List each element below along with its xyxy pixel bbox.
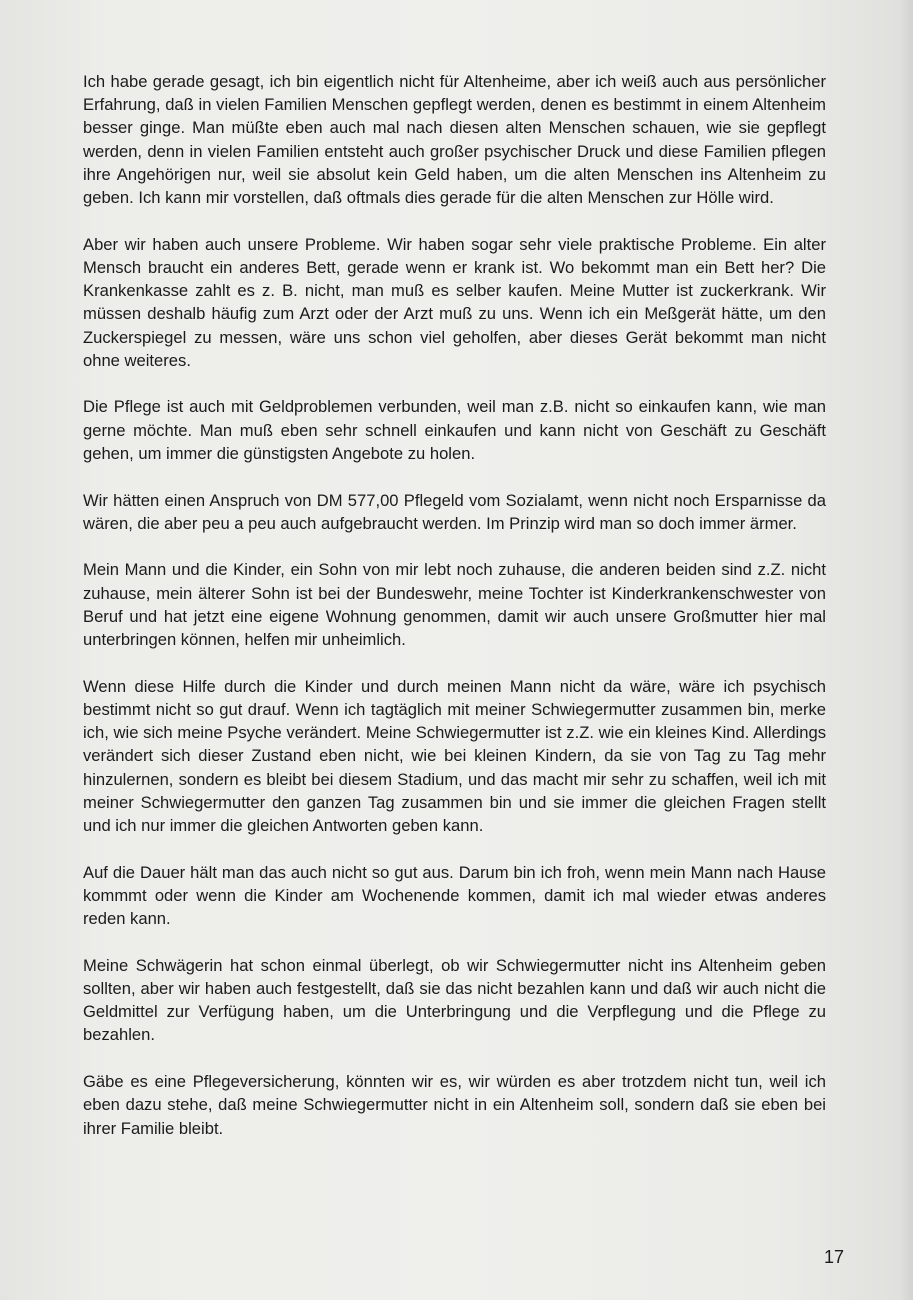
page-edge-shadow <box>899 0 913 1300</box>
paragraph-6: Wenn diese Hilfe durch die Kinder und durch meinen Mann nicht da wäre, wäre ich psychisch bestimmt nicht so gut drauf. Wenn ich tagtäglich mit meiner Schwiegermutter zusammen bin, merke ich, wie sich meine Psyche verändert. Meine Schwiegermutter ist z.Z. wie ein kleines Kind. Allerdings verändert sich dieser Zustand eben nicht, wie bei kleinen Kindern, da sie von Tag zu Tag mehr hinzulernen, sondern es bleibt bei diesem Stadium, und das macht mir sehr zu schaffen, weil ich mit meiner Schwiegermutter den ganzen Tag zusammen bin und sie immer die gleichen Fragen stellt und ich nur immer die gleichen Antworten geben kann. <box>83 676 826 835</box>
paragraph-8: Meine Schwägerin hat schon einmal überlegt, ob wir Schwiegermutter nicht ins Altenheim geben sollten, aber wir haben auch festgestellt, daß sie das nicht bezahlen kann und daß wir auch nicht die Geldmittel zur Verfügung haben, um die Unterbringung und die Verpflegung und die Pflege zu bezahlen. <box>83 955 826 1045</box>
paragraph-3: Die Pflege ist auch mit Geldproblemen verbunden, weil man z.B. nicht so einkaufen kann, wie man gerne möchte. Man muß eben sehr schnell einkaufen und kann nicht von Geschäft zu Geschäft gehen, um immer die günstigsten Angebote zu holen. <box>83 397 826 463</box>
paragraph-7: Auf die Dauer hält man das auch nicht so gut aus. Darum bin ich froh, wenn mein Mann nach Hause kommmt oder wenn die Kinder am Wochenende kommen, damit ich mal wieder etwas anderes reden kann. <box>83 862 826 929</box>
page-number: 17 <box>824 1247 845 1267</box>
paragraph-2: Aber wir haben auch unsere Probleme. Wir haben sogar sehr viele praktische Probleme. Ein alter Mensch braucht ein anderes Bett, gerade wenn er krank ist. Wo bekommt man ein Bett her? Die Krankenkasse zahlt es z. B. nicht, man muß es selber kaufen. Meine Mutter ist zuckerkrank. Wir müssen deshalb häufig zum Arzt oder der Arzt muß zu uns. Wenn ich ein Meßgerät hätte, um den Zuckerspiegel zu messen, wäre uns schon viel geholfen, aber dieses Gerät bekommt man nicht ohne weiteres. <box>83 234 826 370</box>
body-text <box>83 70 826 1163</box>
paragraph-1: Ich habe gerade gesagt, ich bin eigentlich nicht für Altenheime, aber ich weiß auch aus persönlicher Erfahrung, daß in vielen Familien Menschen gepflegt werden, denen es bestimmt in einem Altenheim besser ginge. Man müßte eben auch mal nach diesen alten Menschen schauen, wie sie gepflegt werden, denn in vielen Familien entsteht auch großer psychischer Druck und diese Familien pflegen ihre Angehörigen nur, weil sie absolut kein Geld haben, um die alten Menschen ins Altenheim zu geben. Ich kann mir vorstellen, daß oftmals dies gerade für die alten Menschen zur Hölle wird. <box>83 72 826 208</box>
paragraph-5: Mein Mann und die Kinder, ein Sohn von mir lebt noch zuhause, die anderen beiden sind z.Z. nicht zuhause, mein älterer Sohn ist bei der Bundeswehr, meine Tochter ist Kinderkrankenschwester von Beruf und hat jetzt eine eigene Wohnung genommen, damit wir auch unsere Großmutter hier mal unterbringen können, helfen mir unheimlich. <box>83 560 826 650</box>
paragraph-4: Wir hätten einen Anspruch von DM 577,00 Pflegeld vom Sozialamt, wenn nicht noch Ersparnisse da wären, die aber peu a peu auch aufgebraucht werden. Im Prinzip wird man so doch immer ärmer. <box>83 490 826 533</box>
paragraph-9: Gäbe es eine Pflegeversicherung, könnten wir es, wir würden es aber trotzdem nicht tun, weil ich eben dazu stehe, daß meine Schwiegermutter nicht in ein Altenheim soll, sondern daß sie eben bei ihrer Familie bleibt. <box>83 1072 826 1138</box>
